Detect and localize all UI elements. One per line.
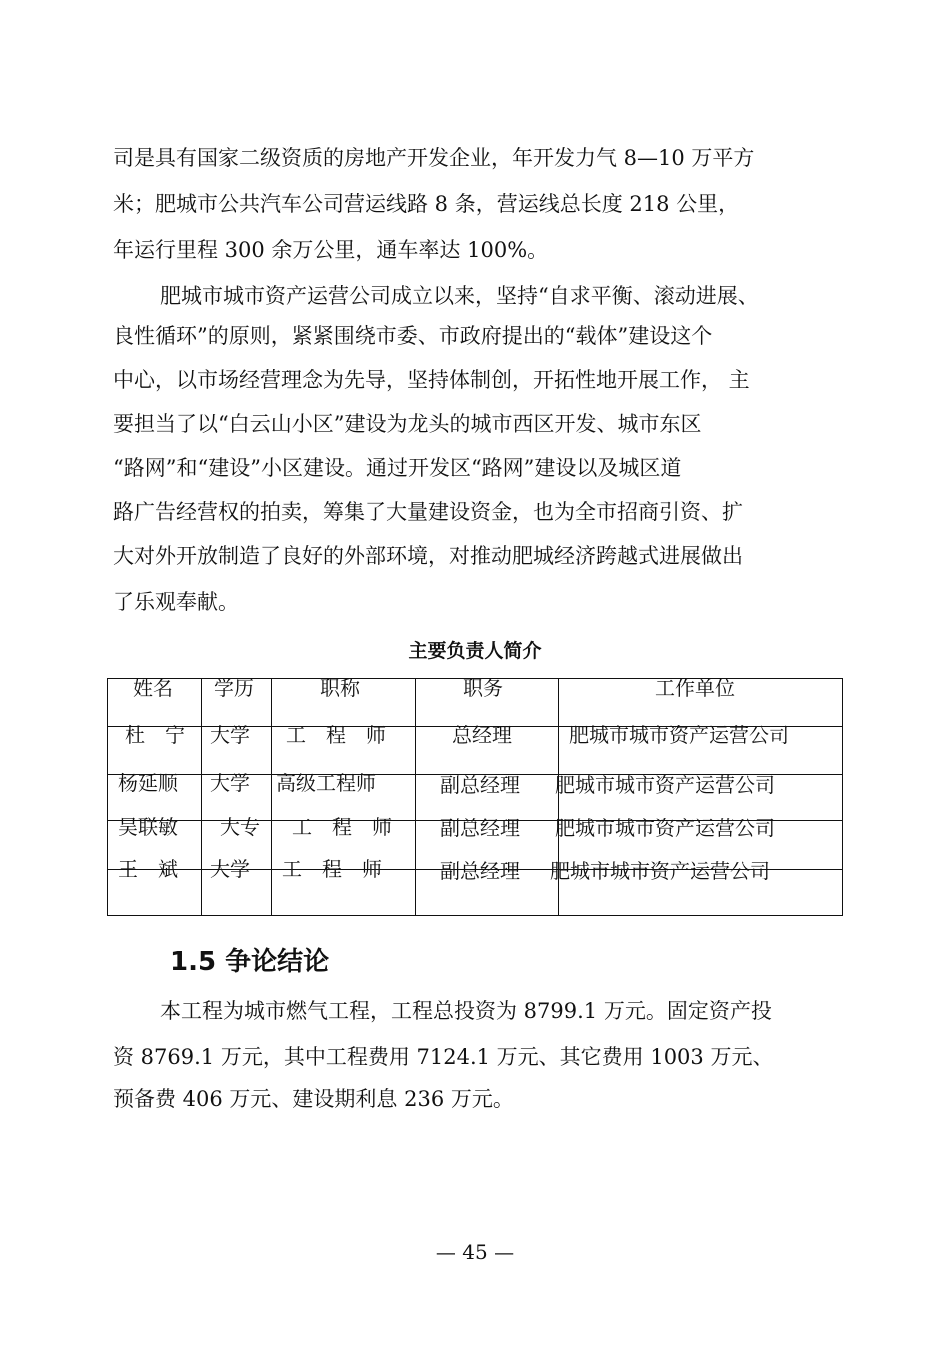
table-cell-education: 大学 <box>210 723 250 747</box>
table-header-title: 职称 <box>320 676 360 700</box>
table-cell-position: 副总经理 <box>440 859 520 883</box>
table-cell-education: 大学 <box>210 857 250 881</box>
table-cell-name: 吴联敏 <box>118 815 178 839</box>
table-cell-employer: 肥城市城市资产运营公司 <box>555 816 775 840</box>
table-cell-title: 工程师 <box>292 815 412 839</box>
paragraph-2-line-8: 了乐观奉献。 <box>113 590 239 614</box>
table-column-divider <box>201 678 202 916</box>
paragraph-2-line-4: 要担当了以“白云山小区”建设为龙头的城市西区开发、城市东区 <box>113 412 702 436</box>
table-column-divider <box>415 678 416 916</box>
table-cell-employer: 肥城市城市资产运营公司 <box>569 723 789 747</box>
table-cell-employer: 肥城市城市资产运营公司 <box>555 773 775 797</box>
table-cell-employer: 肥城市城市资产运营公司 <box>550 859 770 883</box>
table-header-name: 姓名 <box>133 676 173 700</box>
paragraph-2-line-5: “路网”和“建设”小区建设。通过开发区“路网”建设以及城区道 <box>113 456 682 480</box>
table-cell-title: 工程师 <box>282 857 402 881</box>
table-cell-education: 大专 <box>220 815 260 839</box>
section-line-1: 本工程为城市燃气工程，工程总投资为 8799.1 万元。固定资产投 <box>160 999 772 1023</box>
table-cell-name: 杜宁 <box>125 723 205 747</box>
table-cell-position: 副总经理 <box>440 816 520 840</box>
table-cell-position: 副总经理 <box>440 773 520 797</box>
table-cell-name: 杨延顺 <box>118 771 178 795</box>
table-cell-name: 王斌 <box>118 857 198 881</box>
table-cell-title: 高级工程师 <box>276 771 376 795</box>
table-cell-position: 总经理 <box>452 723 512 747</box>
section-heading: 1.5 争论结论 <box>170 947 330 977</box>
table-column-divider <box>271 678 272 916</box>
page-number: — 45 — <box>435 1240 515 1264</box>
paragraph-2-line-2: 良性循环”的原则，紧紧围绕市委、市政府提出的“载体”建设这个 <box>113 324 713 348</box>
table-header-education: 学历 <box>214 676 254 700</box>
paragraph-1-line-3: 年运行里程 300 余万公里，通车率达 100%。 <box>113 238 549 262</box>
paragraph-2-line-3: 中心，以市场经营理念为先导，坚持体制创，开拓性地开展工作， 主 <box>113 368 750 392</box>
paragraph-2-line-6: 路广告经营权的拍卖，筹集了大量建设资金，也为全市招商引资、扩 <box>113 500 743 524</box>
table-cell-education: 大学 <box>210 771 250 795</box>
paragraph-2-line-1: 肥城市城市资产运营公司成立以来，坚持“自求平衡、滚动进展、 <box>160 284 759 308</box>
section-line-2: 资 8769.1 万元，其中工程费用 7124.1 万元、其它费用 1003 万元、 <box>113 1045 774 1069</box>
paragraph-1-line-1: 司是具有国家二级资质的房地产开发企业，年开发力气 8—10 万平方 <box>113 146 755 170</box>
paragraph-2-line-7: 大对外开放制造了良好的外部环境，对推动肥城经济跨越式进展做出 <box>113 544 743 568</box>
paragraph-1-line-2: 米；肥城市公共汽车公司营运线路 8 条，营运线总长度 218 公里， <box>113 192 740 216</box>
section-line-3: 预备费 406 万元、建设期利息 236 万元。 <box>113 1087 514 1111</box>
table-title: 主要负责人简介 <box>408 640 542 662</box>
table-cell-title: 工程师 <box>286 723 406 747</box>
table-header-position: 职务 <box>463 676 503 700</box>
table-header-employer: 工作单位 <box>655 676 735 700</box>
